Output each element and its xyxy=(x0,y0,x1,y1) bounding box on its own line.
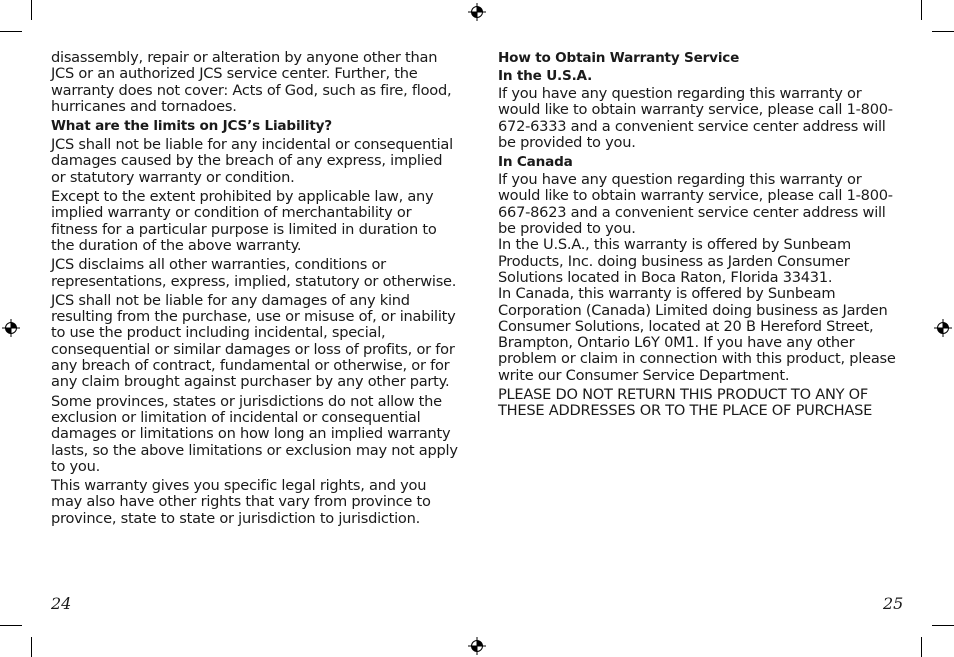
registration-mark-icon xyxy=(934,319,952,337)
crop-mark xyxy=(921,0,922,20)
usa-offer-paragraph: In the U.S.A., this warranty is offered by Sunbeam Products, Inc. doing business as Jarden Consumer Solutions located in Boca Raton, Florida 33431. xyxy=(498,236,851,286)
right-page-column xyxy=(498,50,903,423)
crop-mark xyxy=(932,31,954,32)
crop-mark xyxy=(0,31,22,32)
registration-mark-icon xyxy=(2,319,20,337)
warranty-exclusions-text: disassembly, repair or alteration by anyone other than JCS or an authorized JCS service center. Further, the warranty does not cover: Acts of God, such as fire, flood, hurricanes and tornadoes. xyxy=(51,49,452,115)
canada-contact-paragraph: If you have any question regarding this warranty or would like to obtain warranty service, please call 1-800-667-8623 and a convenient service center address will be provided to you. xyxy=(498,171,893,238)
left-page-column xyxy=(51,50,461,530)
implied-warranty-paragraph: Except to the extent prohibited by applicable law, any implied warranty or condition of merchantability or fitness for a particular purpose is limited in duration to the duration of the above warranty. xyxy=(51,188,437,254)
registration-mark-icon xyxy=(468,3,486,21)
damages-paragraph: JCS shall not be liable for any damages of any kind resulting from the purchase, use or misuse of, or inability to use the product including incidental, special, consequential or similar damages or loss of profits, or for any breach of contract, fundamental or otherwise, or for any claim brought against purchaser by any other party. xyxy=(51,291,456,391)
disclaimer-paragraph: JCS disclaims all other warranties, conditions or representations, express, implied, statutory or otherwise. xyxy=(51,256,457,290)
page-number-right: 25 xyxy=(883,594,904,613)
canada-offer-paragraph: In Canada, this warranty is offered by Sunbeam Corporation (Canada) Limited doing business as Jarden Consumer Solutions, located at 20 B Hereford Street, Brampton, Ontario L6Y 0M1. If you have any other problem or claim in connection with this product, please write our Consumer Service Department. xyxy=(498,285,896,384)
crop-mark xyxy=(921,637,922,657)
warranty-service-heading: How to Obtain Warranty Service xyxy=(498,50,740,66)
legal-rights-paragraph: This warranty gives you specific legal rights, and you may also have other rights that vary from province to province, state to state or jurisdiction to jurisdiction. xyxy=(51,477,431,527)
canada-heading: In Canada xyxy=(498,154,573,171)
registration-mark-icon xyxy=(468,637,486,655)
crop-mark xyxy=(31,637,32,657)
jurisdiction-paragraph: Some provinces, states or jurisdictions do not allow the exclusion or limitation of incidental or consequential damages or limitations on how long an implied warranty lasts, so the above limitations or exclusion may not apply to you. xyxy=(51,392,458,475)
crop-mark xyxy=(932,625,954,626)
page-number-left: 24 xyxy=(51,594,72,613)
crop-mark xyxy=(31,0,32,20)
usa-heading: In the U.S.A. xyxy=(498,68,593,84)
liability-paragraph: JCS shall not be liable for any incidental or consequential damages caused by the breach of any express, implied or statutory warranty or condition. xyxy=(51,136,453,186)
usa-contact-paragraph: If you have any question regarding this warranty or would like to obtain warranty service, please call 1-800-672-6333 and a convenient service center address will be provided to you. xyxy=(498,85,893,151)
return-notice: PLEASE DO NOT RETURN THIS PRODUCT TO ANY OF THESE ADDRESSES OR TO THE PLACE OF PURCHASE xyxy=(498,386,873,420)
liability-heading: What are the limits on JCS’s Liability? xyxy=(51,118,332,135)
crop-mark xyxy=(0,625,22,626)
